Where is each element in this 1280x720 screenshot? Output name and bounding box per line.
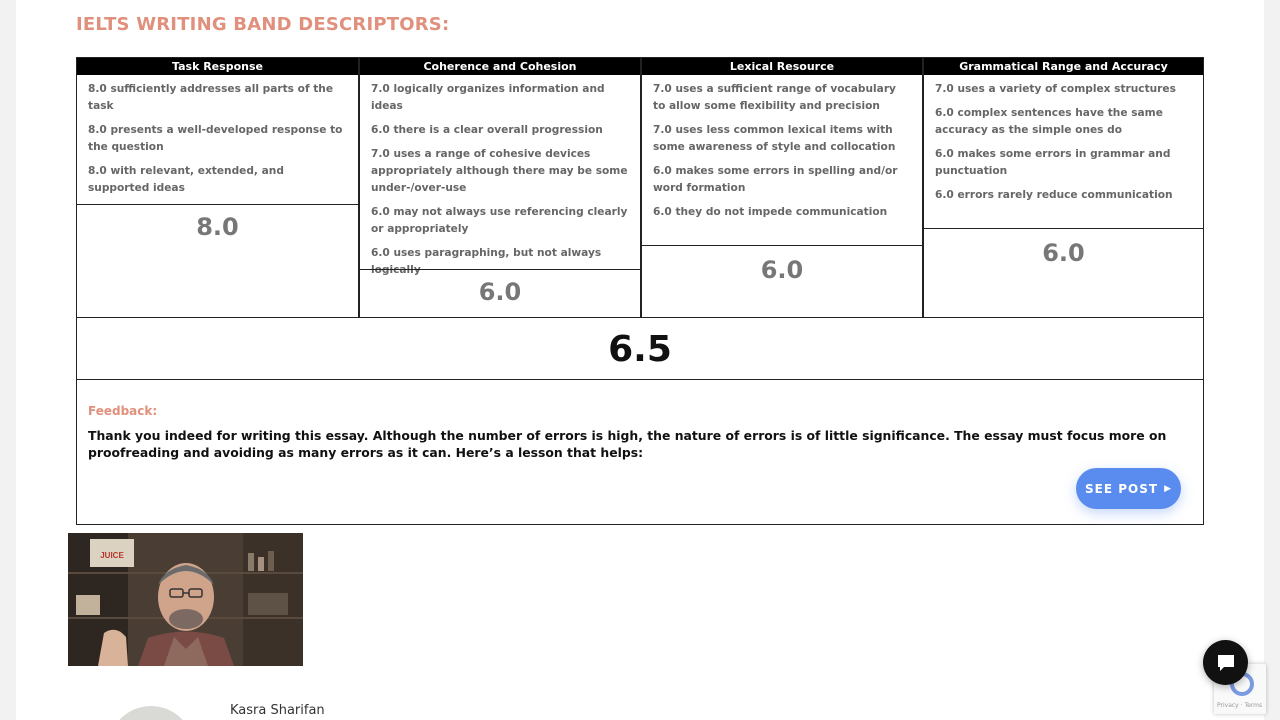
descriptor: 6.0 makes some errors in grammar and punctuation <box>935 148 1171 177</box>
overall-band-score: 6.5 <box>77 317 1203 380</box>
criterion-coherence-cohesion <box>358 58 640 317</box>
caret-right-icon: ▶ <box>1164 483 1172 494</box>
feedback-text: Thank you indeed for writing this essay. Although the number of errors is high, the nature of errors is of little significance. The essay must focus more on proofreading and avoiding as many errors as it can. Here’s a lesson that helps: <box>88 428 1167 460</box>
page-title: IELTS WRITING BAND DESCRIPTORS: <box>76 14 450 35</box>
chat-launcher-button[interactable] <box>1203 640 1248 685</box>
criterion-lexical-resource <box>640 58 922 317</box>
page-left-gutter <box>0 0 16 720</box>
see-post-button[interactable] <box>1076 468 1181 509</box>
see-post-label: SEE POST <box>1085 481 1159 496</box>
criterion-descriptors <box>77 75 358 197</box>
descriptor: 7.0 uses less common lexical items with some awareness of style and collocation <box>653 124 896 153</box>
criterion-score: 6.0 <box>924 228 1203 267</box>
descriptor: 8.0 sufficiently addresses all parts of the task <box>88 83 334 112</box>
criterion-header: Grammatical Range and Accuracy <box>924 58 1203 75</box>
criterion-header: Coherence and Cohesion <box>360 58 640 75</box>
descriptor: 7.0 uses a variety of complex structures <box>935 83 1176 95</box>
descriptor: 6.0 uses paragraphing, but not always logically <box>371 247 602 276</box>
feedback-label: Feedback: <box>88 404 158 418</box>
criterion-score: 8.0 <box>77 204 358 241</box>
band-descriptors-table <box>76 57 1204 525</box>
descriptor: 6.0 may not always use referencing clearly or appropriately <box>371 206 628 235</box>
descriptor: 8.0 presents a well-developed response to the question <box>88 124 343 153</box>
recaptcha-terms: Privacy · Terms <box>1217 702 1263 709</box>
video-frame-illustration <box>68 533 303 666</box>
descriptor: 6.0 makes some errors in spelling and/or word formation <box>653 165 898 194</box>
criterion-grammatical-range <box>922 58 1203 317</box>
page-right-gutter <box>1264 0 1280 720</box>
descriptor: 7.0 uses a range of cohesive devices appropriately although there may be some under-/over-use <box>371 148 628 194</box>
criterion-header: Task Response <box>77 58 358 75</box>
criterion-descriptors <box>360 75 640 279</box>
juice-logo: JUICE <box>100 551 124 560</box>
video-thumbnail[interactable] <box>68 533 303 666</box>
descriptor: 7.0 logically organizes information and ideas <box>371 83 605 112</box>
descriptor: 6.0 complex sentences have the same accuracy as the simple ones do <box>935 107 1163 136</box>
criterion-descriptors <box>924 75 1203 204</box>
descriptor: 8.0 with relevant, extended, and supported ideas <box>88 165 284 194</box>
chat-icon <box>1215 652 1237 674</box>
criterion-descriptors <box>642 75 922 221</box>
criterion-task-response <box>77 58 358 317</box>
criterion-score: 6.0 <box>360 269 640 306</box>
descriptor: 6.0 there is a clear overall progression <box>371 124 603 136</box>
criterion-score: 6.0 <box>642 245 922 284</box>
author-name: Kasra Sharifan <box>230 703 325 718</box>
descriptor: 6.0 errors rarely reduce communication <box>935 189 1173 201</box>
descriptor: 7.0 uses a sufficient range of vocabulary to allow some flexibility and precision <box>653 83 896 112</box>
author-avatar <box>108 706 194 720</box>
criterion-header: Lexical Resource <box>642 58 922 75</box>
descriptor: 6.0 they do not impede communication <box>653 206 888 218</box>
